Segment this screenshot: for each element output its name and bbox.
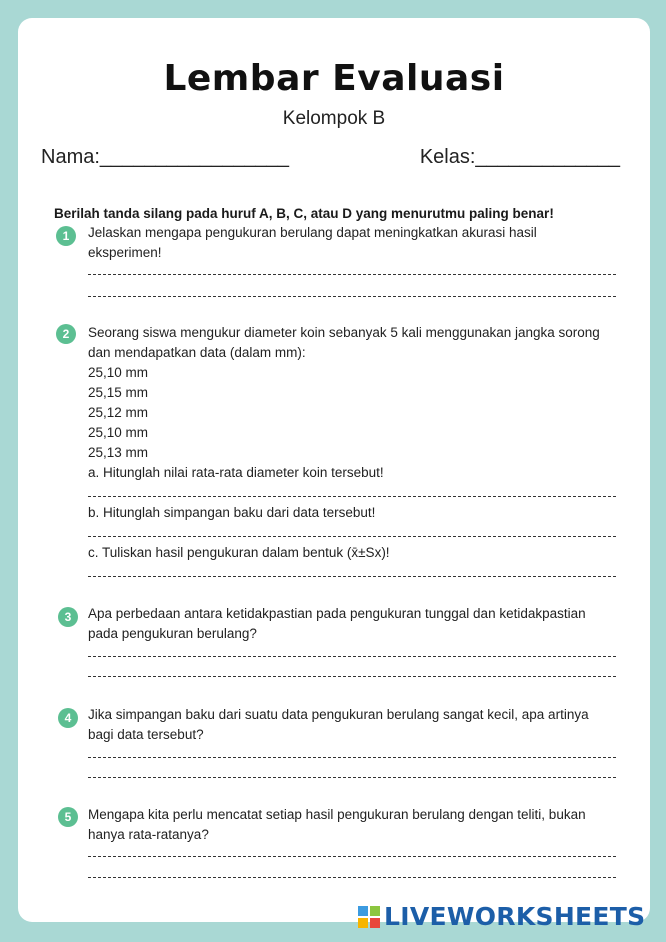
answer-line[interactable] (88, 274, 616, 275)
sub-question: b. Hitunglah simpangan baku dari data tersebut! (88, 505, 376, 520)
data-value: 25,13 mm (88, 445, 149, 460)
answer-line[interactable] (88, 676, 616, 677)
answer-line[interactable] (88, 296, 616, 297)
page-title: Lembar Evaluasi (163, 58, 505, 99)
question-text: Jelaskan mengapa pengukuran berulang dapat meningkatkan akurasi hasil eksperimen! (88, 225, 537, 260)
instruction-text: Berilah tanda silang pada huruf A, B, C, atau D yang menurutmu paling benar! (54, 206, 554, 221)
question-text: Mengapa kita perlu mencatat setiap hasil pengukuran berulang dengan teliti, bukan hanya rata-ratanya? (88, 807, 586, 842)
data-value: 25,15 mm (88, 385, 149, 400)
answer-line[interactable] (88, 496, 616, 497)
logo-blocks-icon (358, 906, 380, 928)
sub-question: c. Tuliskan hasil pengukuran dalam bentuk (x̄±Sx)! (88, 545, 390, 560)
answer-line[interactable] (88, 576, 616, 577)
question-number-badge: 4 (58, 708, 78, 728)
answer-line[interactable] (88, 656, 616, 657)
question-number-badge: 2 (56, 324, 76, 344)
question-text: Jika simpangan baku dari suatu data pengukuran berulang sangat kecil, apa artinya bagi data tersebut? (88, 707, 589, 742)
class-field[interactable]: Kelas:_____________ (419, 146, 620, 168)
question-text: Apa perbedaan antara ketidakpastian pada pengukuran tunggal dan ketidakpastian pada pengukuran berulang? (88, 606, 586, 641)
logo-text: LIVEWORKSHEETS (384, 902, 646, 931)
answer-line[interactable] (88, 757, 616, 758)
data-value: 25,12 mm (88, 405, 149, 420)
sub-question: a. Hitunglah nilai rata-rata diameter koin tersebut! (88, 465, 384, 480)
answer-line[interactable] (88, 777, 616, 778)
answer-line[interactable] (88, 856, 616, 857)
question-number-badge: 3 (58, 607, 78, 627)
question-number-badge: 1 (56, 226, 76, 246)
answer-line[interactable] (88, 877, 616, 878)
group-subtitle: Kelompok B (282, 108, 386, 129)
answer-line[interactable] (88, 536, 616, 537)
data-value: 25,10 mm (88, 425, 149, 440)
question-text: Seorang siswa mengukur diameter koin sebanyak 5 kali menggunakan jangka sorong dan mendapatkan data (dalam mm): (88, 325, 600, 360)
data-value: 25,10 mm (88, 365, 149, 380)
question-number-badge: 5 (58, 807, 78, 827)
liveworksheets-logo (358, 902, 645, 931)
worksheet-page (18, 18, 650, 922)
name-field[interactable]: Nama:_________________ (41, 146, 289, 168)
